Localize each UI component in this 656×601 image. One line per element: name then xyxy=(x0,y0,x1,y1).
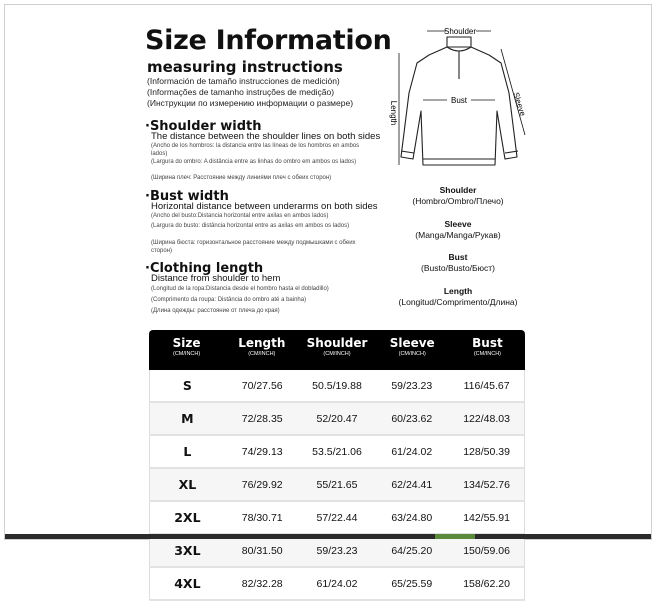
collar-seam xyxy=(447,47,471,51)
cell-shoulder: 53.5/21.06 xyxy=(312,445,362,458)
cell-size: M xyxy=(181,411,194,426)
page-title: Size Information xyxy=(145,25,392,56)
cell-sleeve: 64/25.20 xyxy=(391,544,433,557)
cell-length: 70/27.56 xyxy=(241,379,283,392)
table-row xyxy=(149,469,525,502)
cell-shoulder: 55/21.65 xyxy=(316,478,358,491)
cell-size: 2XL xyxy=(174,510,201,525)
collar xyxy=(447,37,471,47)
header-length-label: Length xyxy=(238,336,286,350)
section-shoulder-note-ru: (Ширина плеч: Расстояние между линиями плеч с обеих сторон) xyxy=(151,175,332,181)
cell-bust: 116/45.67 xyxy=(463,379,510,392)
cell-shoulder: 57/22.44 xyxy=(316,511,358,524)
section-shoulder-note-es: (Ancho de los hombros: la distancia entre las líneas de los hombros en ambos lados) xyxy=(151,143,360,157)
section-bust-desc: Horizontal distance between underarms on both sides xyxy=(151,201,378,212)
legend-sleeve-title: Sleeve xyxy=(444,219,472,229)
header-bust-label: Bust xyxy=(472,336,503,350)
cell-length: 82/32.28 xyxy=(241,577,283,590)
header-shoulder-unit: (CM/INCH) xyxy=(323,351,351,357)
table-row xyxy=(149,535,525,568)
section-length-note-pt: (Comprimento da roupa: Distância do ombro até a bainha) xyxy=(151,297,307,303)
diagram-sleeve-label: Sleeve xyxy=(511,91,528,118)
legend-length xyxy=(383,286,533,307)
cell-sleeve: 60/23.62 xyxy=(391,412,433,425)
cell-shoulder: 59/23.23 xyxy=(316,544,358,557)
cell-length: 76/29.92 xyxy=(241,478,283,491)
section-shoulder-note-pt: (Largura do ombro: A distância entre as linhas do ombro em ambos os lados) xyxy=(151,159,357,165)
cell-bust: 122/48.03 xyxy=(463,412,510,425)
cell-bust: 150/59.06 xyxy=(463,544,510,557)
header-shoulder xyxy=(299,330,374,370)
legend-sleeve-sub: (Manga/Manga/Рукав) xyxy=(415,229,501,240)
section-length-note-es: (Longitud de la ropa:Distancia desde el hombro hasta el dobladillo) xyxy=(151,286,329,292)
section-bust-title: ·Bust width xyxy=(145,189,229,204)
cuffs xyxy=(401,151,518,153)
section-length-note-ru: (Длина одежды: расстояние от плеча до края) xyxy=(151,308,280,314)
section-shoulder-title: ·Shoulder width xyxy=(145,119,262,134)
diagram-length-label: Length xyxy=(389,100,398,126)
header-bust xyxy=(450,330,525,370)
product-size-chart xyxy=(4,4,652,591)
header-sleeve-unit: (CM/INCH) xyxy=(398,351,426,357)
table-body xyxy=(149,370,525,601)
table-header xyxy=(149,330,525,370)
legend-sleeve xyxy=(383,219,533,240)
cell-length: 72/28.35 xyxy=(241,412,283,425)
legend-shoulder-title: Shoulder xyxy=(439,185,477,195)
shirt-diagram xyxy=(385,27,535,183)
legend-shoulder xyxy=(383,185,533,206)
table-row xyxy=(149,403,525,436)
header-size-unit: (CM/INCH) xyxy=(173,351,201,357)
table-row xyxy=(149,568,525,601)
cell-sleeve: 65/25.59 xyxy=(391,577,433,590)
header-size-label: Size xyxy=(172,336,201,350)
cell-sleeve: 62/24.41 xyxy=(391,478,433,491)
cell-bust: 134/52.76 xyxy=(463,478,510,491)
header-sleeve xyxy=(375,330,450,370)
section-length-title: ·Clothing length xyxy=(145,261,264,276)
header-shoulder-label: Shoulder xyxy=(306,336,368,350)
section-bust-note-pt: (Largura do busto: distância horizontal entre as axilas em ambos os lados) xyxy=(151,223,350,229)
cell-size: XL xyxy=(178,477,197,492)
cell-sleeve: 59/23.23 xyxy=(391,379,433,392)
section-bust-note-ru: (Ширина бюста: горизонтальное расстояние между подмышками с обеих сторон) xyxy=(151,240,356,254)
bottom-image-strip xyxy=(5,534,651,539)
cell-sleeve: 63/24.80 xyxy=(391,511,433,524)
table-row xyxy=(149,502,525,535)
cell-size: S xyxy=(182,378,192,393)
diagram-bust-label: Bust xyxy=(450,96,468,105)
section-bust-note-es: (Ancho del busto:Distancia horizontal entre axilas en ambos lados) xyxy=(151,213,329,219)
section-length-desc: Distance from shoulder to hem xyxy=(151,273,281,284)
cell-bust: 128/50.39 xyxy=(463,445,510,458)
cell-shoulder: 52/20.47 xyxy=(316,412,358,425)
legend-bust-title: Bust xyxy=(448,252,468,262)
cell-length: 78/30.71 xyxy=(241,511,283,524)
cell-shoulder: 50.5/19.88 xyxy=(312,379,362,392)
subtitle-note-es: (Información de tamaño instrucciones de medición) xyxy=(147,76,340,86)
cell-bust: 142/55.91 xyxy=(463,511,510,524)
header-length xyxy=(224,330,299,370)
subtitle-note-pt: (Informações de tamanho instruções de medição) xyxy=(147,87,335,97)
page-subtitle: measuring instructions xyxy=(147,58,343,76)
legend-shoulder-sub: (Hombro/Ombro/Плечо) xyxy=(412,195,504,206)
cell-bust: 158/62.20 xyxy=(463,577,510,590)
diagram-shoulder-label: Shoulder xyxy=(443,27,477,36)
cell-size: 3XL xyxy=(174,543,201,558)
table-row xyxy=(149,370,525,403)
cell-length: 80/31.50 xyxy=(241,544,283,557)
header-sleeve-label: Sleeve xyxy=(389,336,435,350)
cell-size: L xyxy=(183,444,192,459)
legend-length-title: Length xyxy=(443,286,473,296)
header-length-unit: (CM/INCH) xyxy=(248,351,276,357)
table-row xyxy=(149,436,525,469)
cell-size: 4XL xyxy=(174,576,201,591)
legend-length-sub: (Longitud/Comprimento/Длина) xyxy=(398,296,518,307)
cell-sleeve: 61/24.02 xyxy=(391,445,433,458)
legend-bust-sub: (Busto/Busto/Бюст) xyxy=(421,262,495,273)
header-size xyxy=(149,330,224,370)
cell-shoulder: 61/24.02 xyxy=(316,577,358,590)
size-table xyxy=(149,330,525,601)
section-shoulder-desc: The distance between the shoulder lines on both sides xyxy=(151,131,381,142)
legend-bust xyxy=(383,252,533,273)
subtitle-note-ru: (Инструкции по измерению информации о размере) xyxy=(147,98,354,108)
header-bust-unit: (CM/INCH) xyxy=(473,351,502,357)
cell-length: 74/29.13 xyxy=(241,445,283,458)
